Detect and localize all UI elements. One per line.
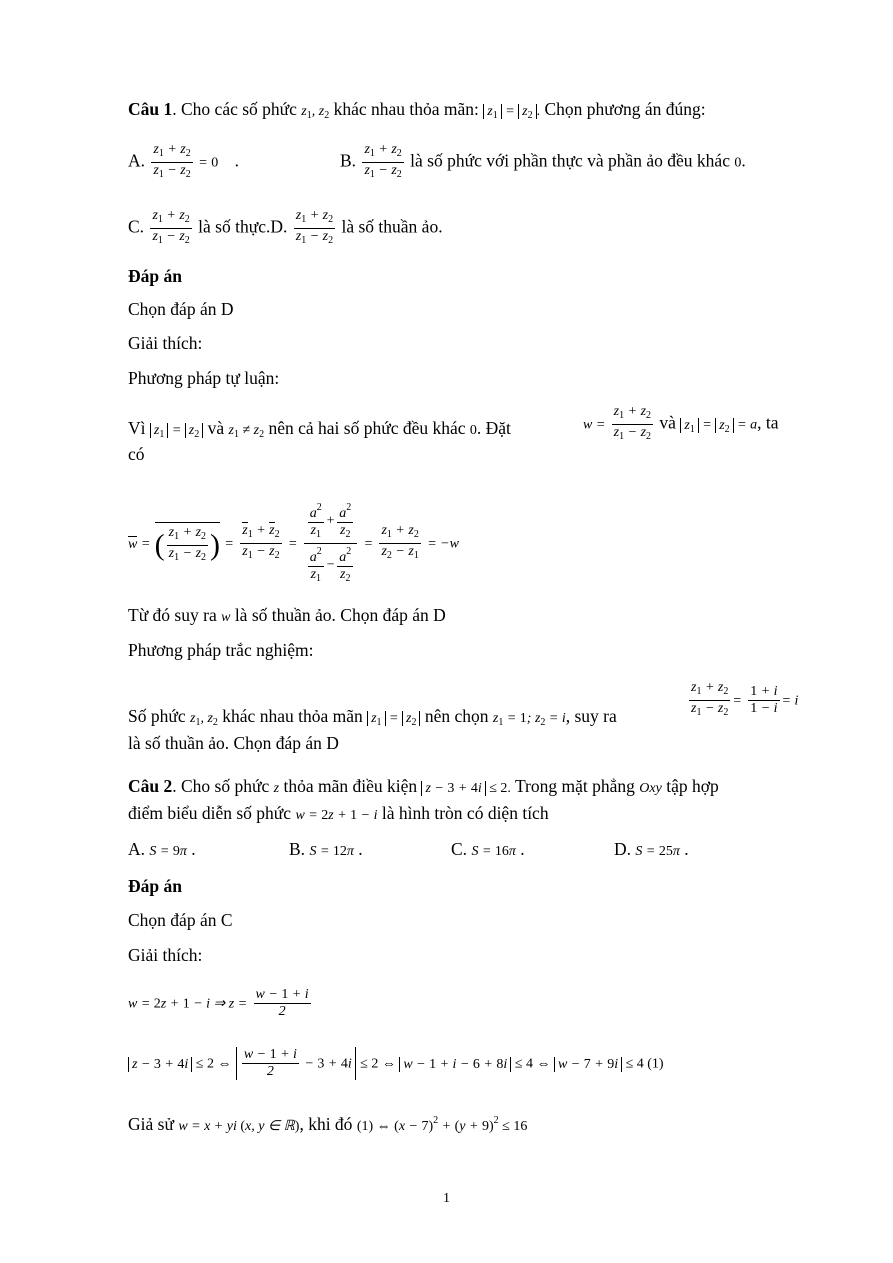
q1-opt-d-text: là số thuần ảo.: [341, 216, 443, 237]
q1-stem-c: Chọn phương án đúng:: [544, 99, 706, 119]
q1-conclusion2: là số thuần ảo. Chọn đáp án D: [128, 733, 339, 753]
q1-answer-heading: Đáp án: [128, 266, 182, 286]
q1-conjugate-equation: w = ( $\frac{z_1 + z_2}{z_1 - z_2}$ ) = $\frac{z_1 + z_2}{z_1 - z_2}$ = $\frac{a^2}{z_1}$ + $\frac{a^2}{z_2}$ $\frac{a^2}{z_1}$ − $\frac{a^2}{z_2}$ = $\frac{z_1 + z_2}{z_2 - z_1}$ = −w: [128, 502, 459, 584]
q1-conclusion1: Từ đó suy ra w là số thuần ảo. Chọn đáp án D: [128, 605, 446, 625]
q2-opt-c: C. S = 16π .: [451, 839, 525, 859]
q1-answer: Chọn đáp án D: [128, 299, 234, 319]
q1-w-def: w = $\frac{z_1 + z_2}{z_1 - z_2}$ và $z_1 = z_2 = a$, ta: [583, 404, 779, 442]
q1-test-result: $\frac{z_1 + z_2}{z_1 - z_2}$ = $\frac{1 + i}{1 - i}$ = i: [691, 680, 799, 718]
q1-method1: Phương pháp tự luận:: [128, 368, 280, 388]
q1-explain-label: Giải thích:: [128, 333, 203, 353]
q2-step2: z − 3 + 4i ≤ 2 ⇔ $\frac{w - 1 + i}{2}$ − 3 + 4i ≤ 2 ⇔ w − 1 + i − 6 + 8i ≤ 4 ⇔ w − 7 + 9i ≤ 4 (1): [128, 1047, 664, 1080]
q2-answer: Chọn đáp án C: [128, 910, 233, 930]
q1-co: có: [128, 444, 145, 464]
q1-opt-c-letter: C.: [128, 216, 145, 237]
q1-stem-b: khác nhau thỏa mãn:: [333, 99, 479, 119]
q2-opt-a: A. S = 9π .: [128, 839, 196, 859]
q1-options-cd: C. $\frac{z_1 + z_2}{z_1 - z_2}$ là số thực.D. $\frac{z_1 + z_2}{z_1 - z_2}$ là số thuần ảo.: [128, 208, 443, 246]
q1-stem-a: . Cho các số phức: [172, 99, 297, 119]
q1-opt-a-letter: A.: [128, 150, 146, 171]
q1-label: Câu 1: [128, 99, 173, 119]
q1-opt-c-text: là số thực.: [198, 216, 271, 237]
q2-stem-line1: Câu 2. Cho số phức z thỏa mãn điều kiện z − 3 + 4i ≤ 2. Trong mặt phẳng Oxy tập hợp: [128, 776, 719, 796]
q1-option-b: B. $\frac{z_1 + z_2}{z_1 - z_2}$ là số phức với phần thực và phần ảo đều khác 0.: [340, 142, 746, 180]
q1-opt-b-text: là số phức với phần thực và phần ảo đều khác: [410, 150, 730, 171]
q1-vi-line: Vì $z_1 = z_2$ và $z_1 \ne z_2$ nên cả hai số phức đều khác 0. Đặt: [128, 418, 511, 440]
q1-test-line: Số phức $z_1$, $z_2$ khác nhau thỏa mãn $z_1 = z_2$ nên chọn $z_1 = 1$; $z_2 = i$, suy ra: [128, 706, 617, 728]
q1-method2: Phương pháp trắc nghiệm:: [128, 640, 314, 660]
q2-step3: Giả sử w = x + yi (x, y ∈ ℝ), khi đó (1) ⇔ $(x - 7)^2 + (y + 9)^2 \le 16$: [128, 1114, 528, 1134]
q1-opt-a-frac: $\frac{z_1 + z_2}{z_1 - z_2}$: [153, 142, 191, 180]
q1-opt-b-letter: B.: [340, 150, 357, 171]
q2-stem-line2: điểm biểu diễn số phức w = 2z + 1 − i là hình tròn có diện tích: [128, 803, 549, 823]
q1-options-ab: A. $\frac{z_1 + z_2}{z_1 - z_2}$ = 0 .: [128, 142, 239, 183]
q1-opt-d-letter: D.: [270, 216, 288, 237]
q2-label: Câu 2: [128, 776, 173, 796]
q2-explain-label: Giải thích:: [128, 945, 203, 965]
q2-answer-heading: Đáp án: [128, 876, 182, 896]
page-number: 1: [443, 1191, 450, 1206]
q2-step1: w = 2z + 1 − i ⇒ z = $\frac{w - 1 + i}{2}$: [128, 987, 309, 1019]
q2-opt-d: D. S = 25π .: [614, 839, 689, 859]
q2-opt-b: B. S = 12π .: [289, 839, 363, 859]
q1-stem: Câu 1. Cho các số phức $z_1$, $z_2$ khác nhau thỏa mãn: $z_1 = z_2$ . Chọn phương án đúng:: [128, 99, 706, 121]
